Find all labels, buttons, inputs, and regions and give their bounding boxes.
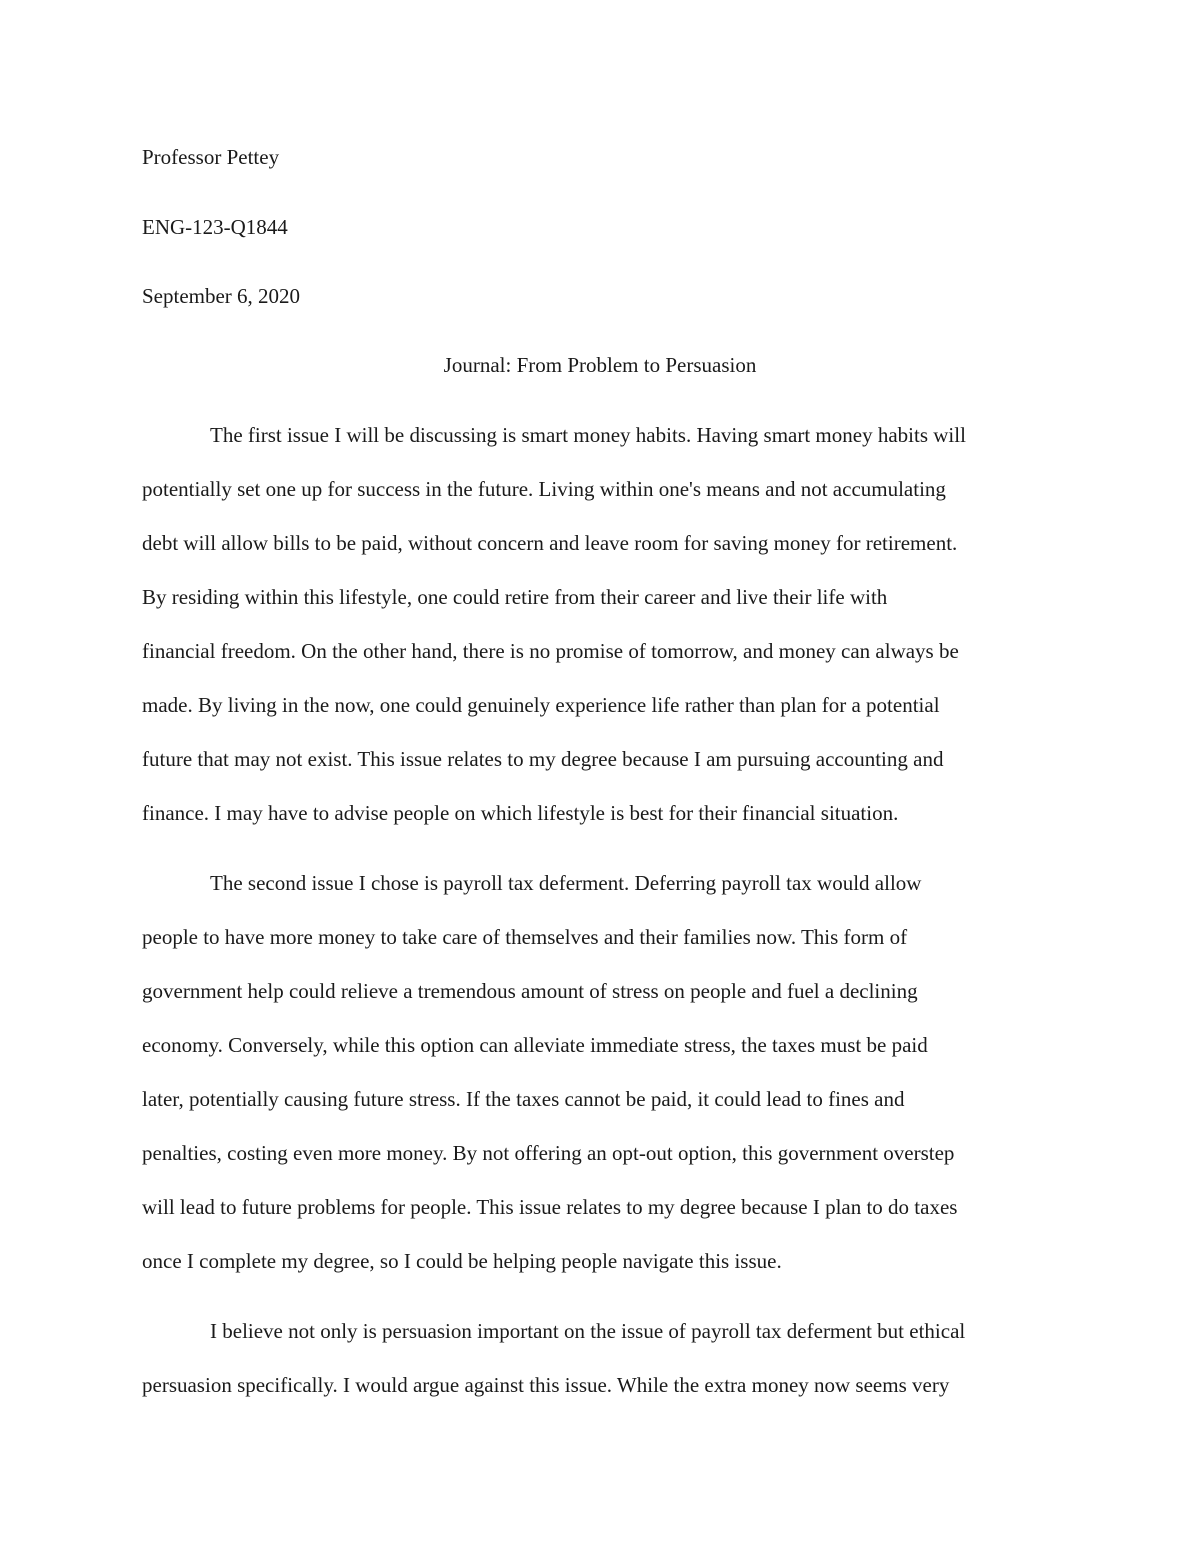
paragraph-1-line-7: future that may not exist. This issue relates to my degree because I am pursuing accounting and <box>142 747 944 771</box>
paragraph-3-line-1: I believe not only is persuasion important on the issue of payroll tax deferment but ethical <box>210 1319 966 1343</box>
paragraph-3-line-2: persuasion specifically. I would argue against this issue. While the extra money now seems very <box>142 1373 950 1397</box>
paragraph-1-line-5: financial freedom. On the other hand, there is no promise of tomorrow, and money can always be <box>142 639 959 663</box>
paragraph-2-line-4: economy. Conversely, while this option can alleviate immediate stress, the taxes must be paid <box>142 1033 928 1057</box>
paragraph-2-line-1: The second issue I chose is payroll tax deferment. Deferring payroll tax would allow <box>210 871 922 895</box>
paragraph-1-line-1: The first issue I will be discussing is smart money habits. Having smart money habits will <box>210 423 966 447</box>
paragraph-2-line-5: later, potentially causing future stress. If the taxes cannot be paid, it could lead to fines and <box>142 1087 905 1111</box>
paragraph-2-line-7: will lead to future problems for people. This issue relates to my degree because I plan to do taxes <box>142 1195 958 1219</box>
paragraph-1-line-3: debt will allow bills to be paid, without concern and leave room for saving money for retirement. <box>142 531 958 555</box>
document-title: Journal: From Problem to Persuasion <box>443 353 757 377</box>
paragraph-2-line-2: people to have more money to take care of themselves and their families now. This form of <box>142 925 908 949</box>
paragraph-2-line-3: government help could relieve a tremendous amount of stress on people and fuel a declining <box>142 979 918 1003</box>
document-date: September 6, 2020 <box>142 284 301 308</box>
paragraph-2-line-6: penalties, costing even more money. By not offering an opt-out option, this government overstep <box>142 1141 955 1165</box>
paragraph-1-line-6: made. By living in the now, one could genuinely experience life rather than plan for a potential <box>142 693 940 717</box>
paragraph-1-line-2: potentially set one up for success in the future. Living within one's means and not accumulating <box>142 477 946 501</box>
paragraph-1-line-4: By residing within this lifestyle, one could retire from their career and live their life with <box>142 585 888 609</box>
paragraph-1-line-8: finance. I may have to advise people on which lifestyle is best for their financial situation. <box>142 801 899 825</box>
professor-name: Professor Pettey <box>142 145 280 169</box>
course-code: ENG-123-Q1844 <box>142 215 288 239</box>
paragraph-2-line-8: once I complete my degree, so I could be helping people navigate this issue. <box>142 1249 782 1273</box>
